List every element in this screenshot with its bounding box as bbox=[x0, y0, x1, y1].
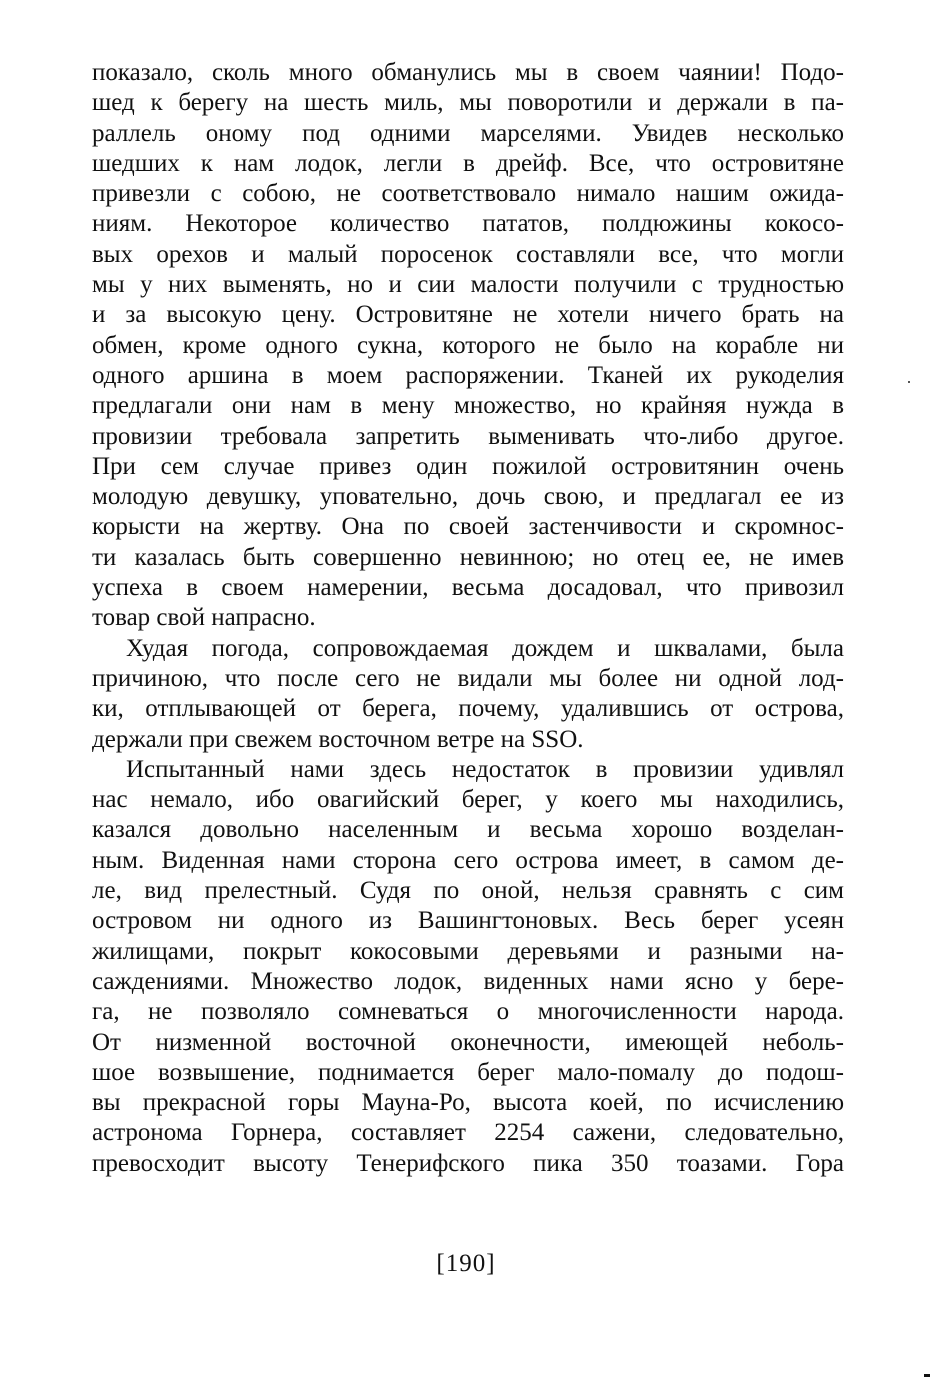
text-line: казался довольно населенным и весьма хорошо возделан- bbox=[92, 816, 844, 844]
text-line: обмен, кроме одного сукна, которого не было на корабле ни bbox=[92, 331, 844, 359]
text-line: молодую девушку, уповательно, дочь свою, и предлагал ее из bbox=[92, 483, 844, 511]
text-line: саждениями. Множество лодок, виденных нами ясно у бере- bbox=[92, 967, 844, 995]
text-line: ти казалась быть совершенно невинною; но отец ее, не имев bbox=[92, 543, 844, 571]
text-line: товар свой напрасно. bbox=[92, 604, 316, 632]
text-line: корысти на жертву. Она по своей застенчивости и скромнос- bbox=[92, 513, 844, 541]
text-line: Худая погода, сопровождаемая дождем и шквалами, была bbox=[126, 634, 844, 662]
text-line: При сем случае привез один пожилой островитянин очень bbox=[92, 452, 844, 480]
scan-speck bbox=[924, 1374, 930, 1377]
paragraph-3 bbox=[92, 755, 844, 1179]
text-line: островом ни одного из Вашингтоновых. Весь берег усеян bbox=[92, 907, 844, 935]
text-line: Испытанный нами здесь недостаток в провизии удивлял bbox=[126, 755, 844, 783]
paragraph-1 bbox=[92, 58, 844, 634]
text-line: предлагали они нам в мену множество, но крайняя нужда в bbox=[92, 392, 844, 420]
scan-speck bbox=[908, 381, 910, 383]
text-line: ле, вид прелестный. Судя по оной, нельзя сравнять с сим bbox=[92, 877, 844, 905]
text-line: показало, сколь много обманулись мы в своем чаянии! Подо- bbox=[92, 59, 844, 86]
text-line: От низменной восточной оконечности, имеющей неболь- bbox=[92, 1028, 844, 1056]
text-line: ным. Виденная нами сторона сего острова имеет, в самом де- bbox=[92, 846, 844, 874]
text-line: успеха в своем намерении, весьма досадовал, что привозил bbox=[92, 574, 844, 602]
text-line: держали при свежем восточном ветре на SSO. bbox=[92, 725, 584, 753]
text-line: ки, отплывающей от берега, почему, удалившись от острова, bbox=[92, 695, 844, 723]
text-line: превосходит высоту Тенерифского пика 350 тоазами. Гора bbox=[92, 1149, 844, 1177]
text-line: шое возвышение, поднимается берег мало-помалу до подош- bbox=[92, 1058, 844, 1086]
text-line: вы прекрасной горы Мауна-Ро, высота коей, по исчислению bbox=[92, 1089, 844, 1117]
text-line: жилищами, покрыт кокосовыми деревьями и разными на- bbox=[92, 937, 844, 965]
page-number: [190] bbox=[436, 1250, 496, 1277]
text-line: и за высокую цену. Островитяне не хотели ничего брать на bbox=[92, 301, 844, 329]
text-line: вых орехов и малый поросенок составляли все, что могли bbox=[92, 240, 844, 268]
text-line: га, не позволяло сомневаться о многочисленности народа. bbox=[92, 998, 844, 1026]
text-line: провизии требовала запретить выменивать что-либо другое. bbox=[92, 422, 844, 450]
body-text bbox=[92, 58, 844, 1179]
text-line: ниям. Некоторое количество пататов, полдюжины кокосо- bbox=[92, 210, 844, 238]
text-line: шедших к нам лодок, легли в дрейф. Все, что островитяне bbox=[92, 149, 844, 177]
text-line: астронома Горнера, составляет 2254 сажени, следовательно, bbox=[92, 1119, 844, 1147]
text-line: привезли с собою, не соответствовало нимало нашим ожида- bbox=[92, 180, 844, 208]
text-line: одного аршина в моем распоряжении. Тканей их рукоделия bbox=[92, 361, 844, 389]
text-line: причиною, что после сего не видали мы более ни одной лод- bbox=[92, 664, 844, 692]
text-line: шед к берегу на шесть миль, мы поворотили и держали в па- bbox=[92, 89, 844, 117]
text-line: мы у них выменять, но и сии малости получили с трудностью bbox=[92, 271, 844, 299]
paragraph-2 bbox=[92, 634, 844, 755]
text-line: раллель оному под одними марселями. Увидев несколько bbox=[92, 119, 844, 147]
text-line: нас немало, ибо овагийский берег, у коего мы находились, bbox=[92, 786, 844, 814]
